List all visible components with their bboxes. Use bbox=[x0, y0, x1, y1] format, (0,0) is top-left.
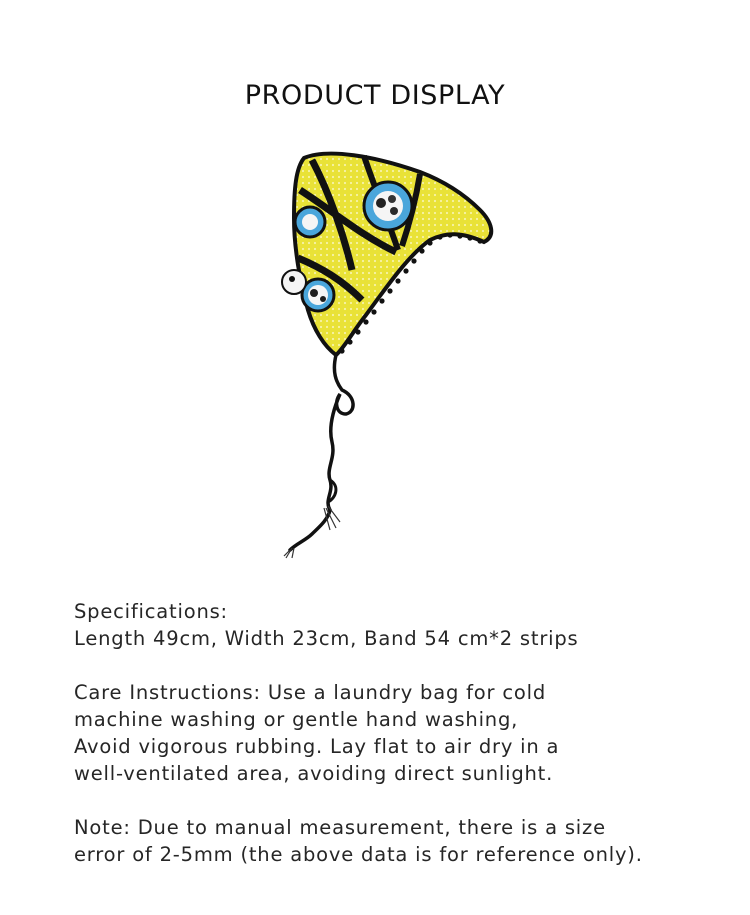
flower-motif bbox=[282, 270, 306, 294]
care-line: Avoid vigorous rubbing. Lay flat to air dry in a bbox=[74, 735, 560, 758]
care-line: Care Instructions: Use a laundry bag for cold bbox=[74, 681, 546, 704]
note-line: Note: Due to manual measurement, there is a size bbox=[74, 816, 606, 839]
crochet-headscarf-illustration bbox=[270, 150, 500, 560]
care-line: machine washing or gentle hand washing, bbox=[74, 708, 519, 731]
care-line: well-ventilated area, avoiding direct sunlight. bbox=[74, 762, 554, 785]
product-description bbox=[74, 598, 714, 895]
care-instructions-section bbox=[74, 679, 714, 787]
page-title: PRODUCT DISPLAY bbox=[244, 80, 506, 111]
note-line: error of 2-5mm (the above data is for reference only). bbox=[74, 843, 643, 866]
specifications-heading: Specifications: bbox=[74, 600, 228, 623]
flower-motif bbox=[295, 207, 325, 237]
product-image bbox=[270, 150, 500, 560]
specifications-dimensions: Length 49cm, Width 23cm, Band 54 cm*2 strips bbox=[74, 627, 579, 650]
specifications-section bbox=[74, 598, 714, 652]
note-section bbox=[74, 814, 714, 868]
flower-motif bbox=[364, 182, 412, 230]
